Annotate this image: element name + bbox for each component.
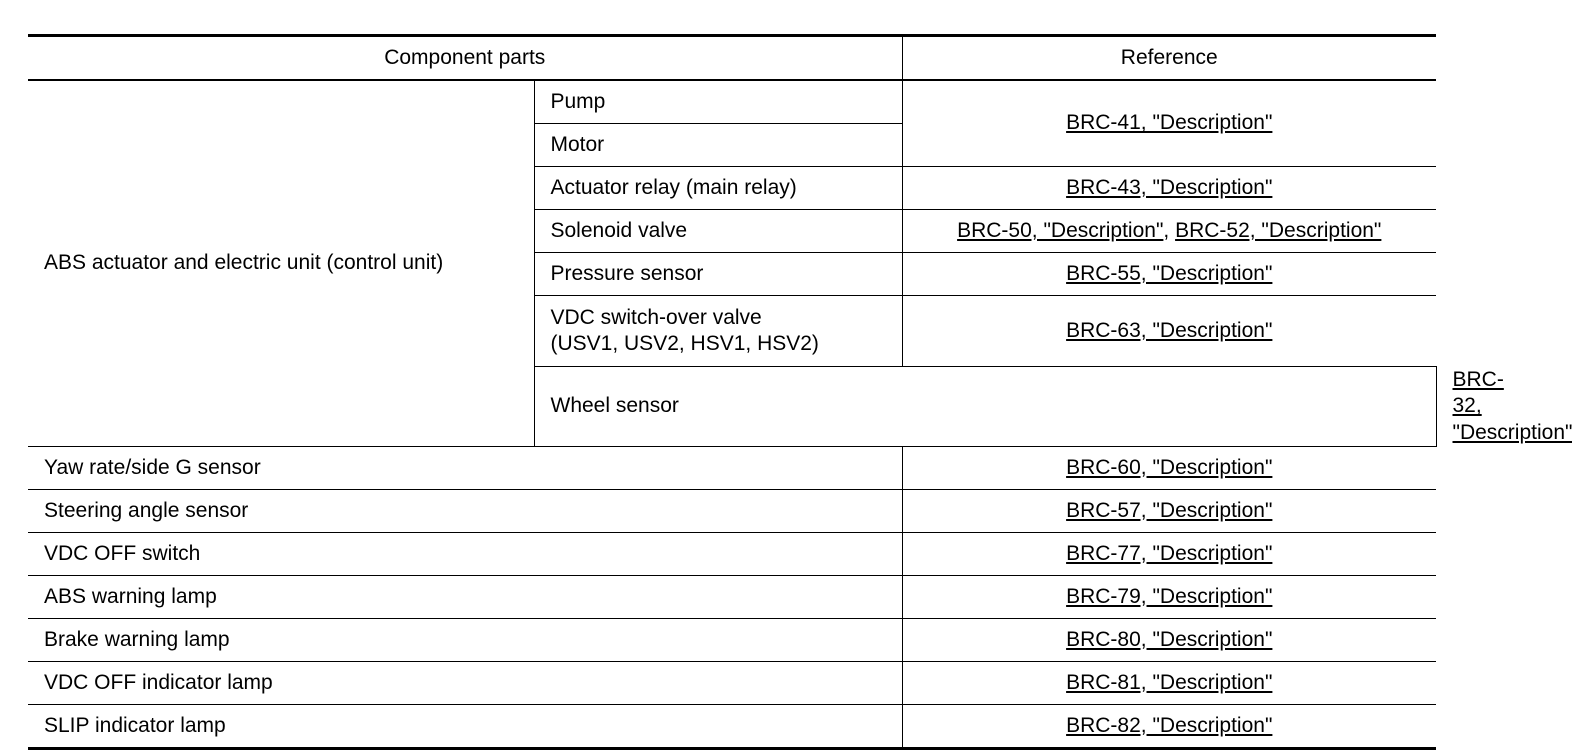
reference-cell <box>902 253 1436 296</box>
reference-separator: , <box>1163 219 1175 242</box>
reference-link[interactable]: BRC-81, "Description" <box>1066 671 1272 694</box>
reference-link[interactable]: BRC-57, "Description" <box>1066 499 1272 522</box>
reference-cell <box>902 80 1436 167</box>
sub-component-motor: Motor <box>534 124 902 167</box>
abs-actuator-label: ABS actuator and electric unit (control unit) <box>28 80 534 446</box>
reference-cell <box>902 296 1436 367</box>
reference-link-actuator-relay[interactable]: BRC-43, "Description" <box>1066 176 1272 199</box>
component-name: VDC OFF indicator lamp <box>28 661 902 704</box>
header-component-parts: Component parts <box>28 36 902 81</box>
component-name: ABS warning lamp <box>28 575 902 618</box>
table-row <box>28 446 1436 489</box>
table-row <box>28 532 1436 575</box>
table-row <box>28 575 1436 618</box>
component-name: Yaw rate/side G sensor <box>28 446 902 489</box>
reference-link-pressure-sensor[interactable]: BRC-55, "Description" <box>1066 262 1272 285</box>
component-name: Wheel sensor <box>534 367 1436 447</box>
component-name: SLIP indicator lamp <box>28 704 902 748</box>
table-row <box>28 489 1436 532</box>
table-row <box>28 80 1436 124</box>
reference-cell <box>902 575 1436 618</box>
sub-component-switch-over-valve-line2: (USV1, USV2, HSV1, HSV2) <box>551 332 819 355</box>
component-reference-table <box>28 34 1436 750</box>
reference-link[interactable]: BRC-80, "Description" <box>1066 628 1272 651</box>
reference-link[interactable]: BRC-79, "Description" <box>1066 585 1272 608</box>
reference-cell <box>902 618 1436 661</box>
table-row <box>28 618 1436 661</box>
table-row <box>28 661 1436 704</box>
reference-link[interactable]: BRC-32, "Description" <box>1453 368 1572 444</box>
reference-link-solenoid-a[interactable]: BRC-50, "Description" <box>957 219 1163 242</box>
reference-link-solenoid-b[interactable]: BRC-52, "Description" <box>1175 219 1381 242</box>
sub-component-actuator-relay: Actuator relay (main relay) <box>534 167 902 210</box>
reference-link-pump-motor[interactable]: BRC-41, "Description" <box>1066 111 1272 134</box>
component-name: VDC OFF switch <box>28 532 902 575</box>
reference-link[interactable]: BRC-60, "Description" <box>1066 456 1272 479</box>
sub-component-pressure-sensor: Pressure sensor <box>534 253 902 296</box>
reference-cell <box>902 210 1436 253</box>
header-reference: Reference <box>902 36 1436 81</box>
reference-cell <box>902 489 1436 532</box>
reference-link[interactable]: BRC-77, "Description" <box>1066 542 1272 565</box>
component-name: Steering angle sensor <box>28 489 902 532</box>
table-row <box>28 704 1436 748</box>
header-row <box>28 36 1436 81</box>
reference-cell <box>902 167 1436 210</box>
reference-cell <box>902 532 1436 575</box>
component-name: Brake warning lamp <box>28 618 902 661</box>
reference-cell <box>902 661 1436 704</box>
reference-link-switch-over-valve[interactable]: BRC-63, "Description" <box>1066 319 1272 342</box>
sub-component-switch-over-valve <box>534 296 902 367</box>
sub-component-solenoid-valve: Solenoid valve <box>534 210 902 253</box>
reference-cell <box>902 704 1436 748</box>
sub-component-pump: Pump <box>534 80 902 124</box>
reference-link[interactable]: BRC-82, "Description" <box>1066 714 1272 737</box>
reference-cell <box>902 446 1436 489</box>
sub-component-switch-over-valve-line1: VDC switch-over valve <box>551 306 762 329</box>
